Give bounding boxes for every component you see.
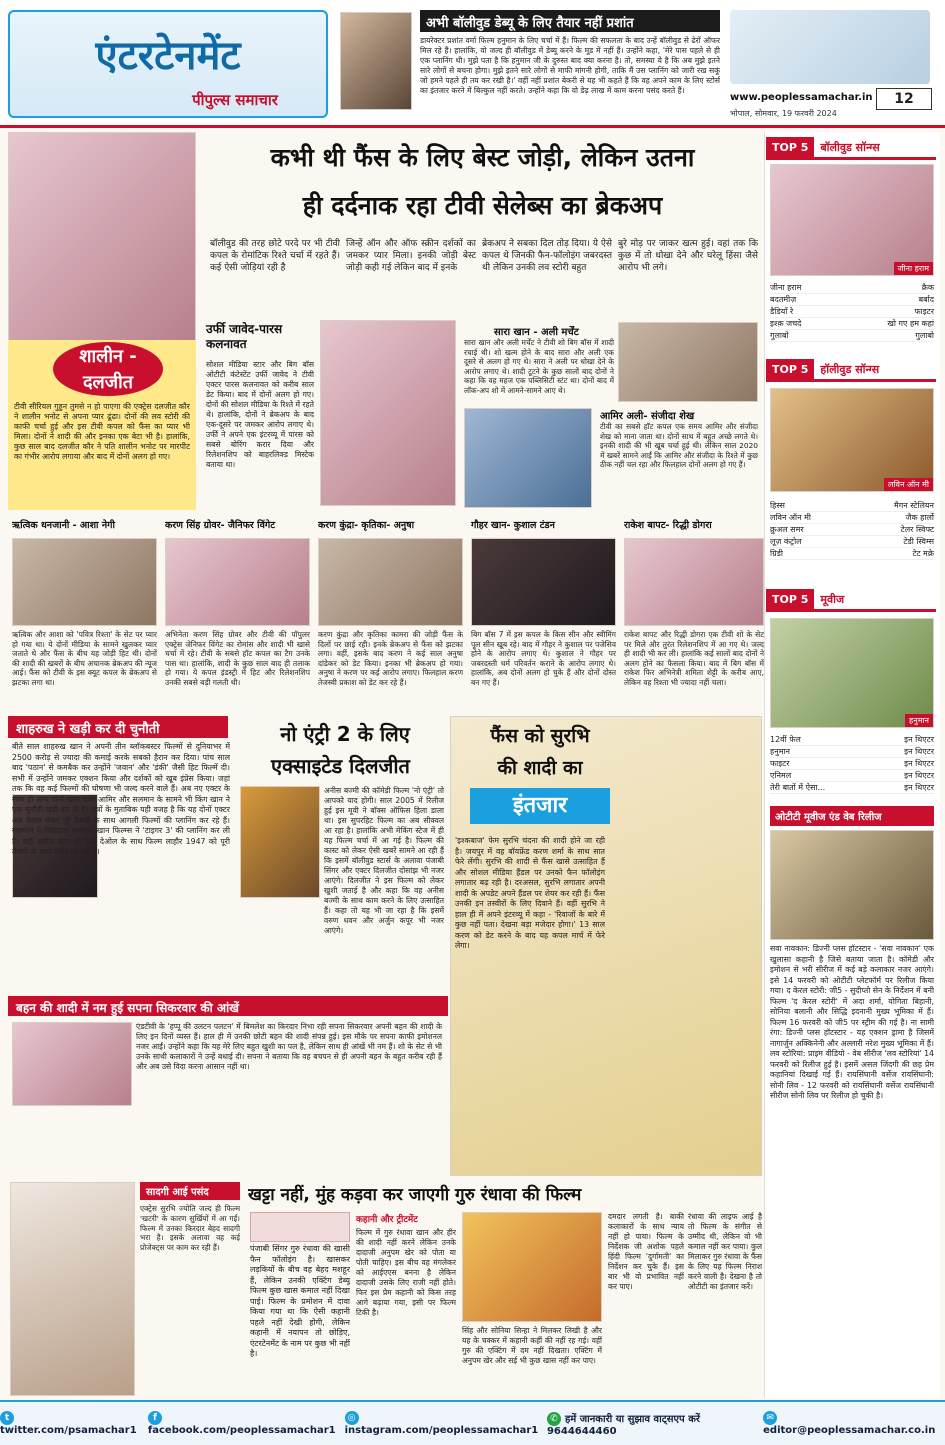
surbhi-title-1: फैंस को सुरभि — [490, 725, 590, 747]
aamir-text: टीवी का सबसे हॉट कपल एक समय आमिर और संजीदा शेख को माना जाता था। दोनों साथ में बहुत अच्छे लगते थे। इनकी शादी की भी खूब चर्चा हुई थी। लेकिन साल 2020 में खबरें सामने आईं कि आमिर और संजीदा के रिश्ते में कुछ ठीक नहीं चल रहा और फिलहाल दोनों अलग हो गए हैं। — [600, 422, 758, 469]
pair-text-2: अभिनेता करण सिंह ग्रोवर और टीवी की पॉपुलर एक्ट्रेस जेनिफर विंगेट का रोमांस और शादी भी खासे चर्चा में रहे। टीवी के सबसे हॉट कपल का टैग उनके पास था। हालांकि, शादी के कुछ साल बाद ही तलाक हो गया। ये कपल इंडस्ट्री में हिट और रिलेशनशिप उनकी सबसे बड़ी गलती थी। — [165, 630, 310, 687]
top5-bollywood-header — [766, 138, 936, 160]
top5-movies-photo — [770, 618, 934, 728]
top5-hollywood-caption: लविन ऑन मी — [884, 478, 933, 491]
pair-photo-4 — [471, 538, 616, 626]
lead-col-4: बुरे मोड़ पर जाकर खत्म हुई। वहां तक कि कुछ में तो धोखा देने और घरेलू हिंसा जैसे आरोप भी लगे। — [618, 239, 758, 273]
lead-col-3: ब्रेकअप ने सबका दिल तोड़ दिया। ये ऐसे कपल थे जिनकी फैन-फॉलोइंग जबरदस्त थी लेकिन उनकी लव स्टोरी बहुत — [482, 239, 612, 273]
top5-bollywood-photo — [770, 164, 934, 276]
diljit-title-1: नो एंट्री 2 के लिए — [280, 722, 410, 746]
pair-title-2: करण सिंह ग्रोवर- जैनिफर विंगेट — [165, 520, 276, 531]
lead-col-2: जिन्हें ऑन और ऑफ स्क्रीन दर्शकों का जमकर प्यार मिला। इनकी जोड़ी बेस्ट जोड़ी कही गई लेकिन बाद में इनके — [346, 239, 476, 273]
pair-title-1: ऋत्विक धनजानी - आशा नेगी — [12, 520, 115, 531]
top5-hollywood-list — [770, 500, 934, 560]
shaleen-title: शालीन - दलजीत — [53, 342, 163, 396]
top5-hollywood-photo — [770, 388, 934, 492]
pair-photo-5 — [624, 538, 764, 626]
sara-text: सारा खान और अली मर्चेंट ने टीवी शो बिग बॉस में शादी रचाई थी। शो खत्म होने के बाद सारा और अली एक दूसरे से अलग हो गए थे। सारा ने अली पर धोखा देने के आरोप लगाए थे। शादी टूटने के कुछ सालों बाद दोनों ने कहा कि वह महज एक पब्लिसिटी स्टंट था। दोनों बाद में लॉक-अप शो में आमने-सामने आए थे। — [464, 338, 614, 395]
pair-photo-3 — [318, 538, 463, 626]
top5-badge: TOP 5 — [766, 359, 814, 381]
masthead — [0, 0, 945, 128]
pair-text-4: बिग बॉस 7 में इस कपल के किस सीन और स्वीमिंग पूल सीन खूब रहे। बाद में गौहर ने कुशाल पर पजेसिव होने के आरोप लगाए थे। कुशाल ने गौहर पर जबरदस्ती धर्म परिवर्तन कराने के आरोप लगाए थे। हालांकि, अब दोनों अलग हो चुके हैं और दोनों दोस्त बन गए हैं। — [471, 630, 616, 687]
shaleen-text: टीवी सीरियल गुड्डन तुमसे न हो पाएगा की एक्ट्रेस दलजीत कौर ने शालीन भनोट से अपना प्यार ढूंढा। दोनों की लव स्टोरी की काफी चर्चा हुई और इस टीवी कपल को फैंस का प्यार भी मिला। दोनों ने शादी की और इनका एक बेटा भी है। हालांकि, कुछ साल बाद दलजीत कौर ने पति शालीन भनोट पर मारपीट का गंभीर आरोप लगाया और बाद में दोनों अलग हो गए। — [14, 402, 190, 461]
top5-movies-header — [766, 590, 936, 612]
guru-side-photo — [10, 1182, 135, 1396]
top5-bollywood-caption: जीना हराम — [894, 262, 933, 275]
list-item: क्रुअल समर टेलर स्विफ्ट — [770, 525, 934, 534]
twitter-icon: t — [0, 1411, 14, 1425]
sapna-title: बहन की शादी में नम हुई सपना सिकरवार की आंखें — [8, 996, 448, 1016]
pair-text-1: ऋत्विक और आशा को 'पवित्र रिश्ता' के सेट पर प्यार हो गया था। ये दोनों मीडिया के सामने खुलकर प्यार जताते थे और फैंस के बीच यह जोड़ी हिट थी। दोनों की शादी की खबरों के बीच अचानक ब्रेकअप की न्यूज आई। फैंस को टीवी के इस क्यूट कपल के ब्रेकअप से झटका लगा था। — [12, 630, 157, 687]
list-item: फाइटर इन थिएटर — [770, 759, 934, 768]
urfi-title: उर्फी जावेद-पारस कलनावत — [206, 322, 283, 351]
list-item: ग्रिडी टेट मक्रे — [770, 549, 934, 558]
footer-twitter[interactable]: ttwitter.com/psamachar1 — [0, 1413, 137, 1436]
sara-ali-photo — [618, 322, 758, 402]
sapna-photo — [12, 1022, 132, 1106]
brand-title: एंटरटेनमेंट — [95, 33, 241, 79]
website-url: www.peoplessamachar.in — [730, 92, 873, 103]
urfi-paras-photo — [320, 320, 456, 506]
diljit-text: अनीस बज्मी की कॉमेडी फिल्म 'नो एंट्री' तो आपको याद होगी। साल 2005 में रिलीज हुई इस मूवी ने बॉक्स ऑफिस हिला डाला था। इस सुपरहिट फिल्म का अब सीक्वल आ रहा है। हालांकि अभी मेकिंग स्टेज में ही यह फिल्म चर्चा में आ गई है। फिल्म की कास्ट को लेकर ऐसी खबरें सामने आ रही हैं कि इसमें बॉलीवुड स्टार्स के अलावा पंजाबी सिंगर और एक्टर दिलजीत दोसांझ भी नजर आएंगे। दिलजीत ने इस फिल्म को लेकर खुशी जताई है और कहा कि वह अनीस बज्मी के साथ काम करने के लिए उत्साहित हैं। कहा तो यह भी जा रहा है कि इसमें वरुण धवन और अर्जुन कपूर भी नजर आएंगे। — [324, 786, 444, 935]
list-item: 12वीं फेल इन थिएटर — [770, 735, 934, 744]
list-item: बदतमीज़ बर्बाद — [770, 295, 934, 304]
pair-title-5: राकेश बापट- रिद्धी डोगरा — [624, 520, 712, 531]
footer-facebook[interactable]: ffacebook.com/peoplessamachar1 — [147, 1413, 336, 1436]
page-number: 12 — [876, 88, 932, 110]
diljit-title-2: एक्साइटेड दिलजीत — [271, 754, 410, 778]
lead-headline-2: ही दर्दनाक रहा टीवी सेलेब्स का ब्रेकअप — [302, 191, 663, 220]
guru-headline: खट्टा नहीं, मुंह कड़वा कर जाएगी गुरु रंधावा की फिल्म — [248, 1185, 582, 1205]
footer-instagram[interactable]: ◎instagram.com/peoplessamachar1 — [344, 1413, 539, 1436]
guru-side-text: एक्ट्रेस सुरभि ज्योति जल्द ही फिल्म 'खटरी' के कारण सुर्खियों में आ गईं। फिल्म में उनका किरदार बेहद सादगी भरा है। इसके अलावा वह कई प्रोजेक्ट्स पर काम कर रही हैं। — [140, 1204, 240, 1253]
whatsapp-icon: ✆ — [547, 1412, 561, 1426]
sara-title: सारा खान - अली मर्चेंट — [494, 327, 579, 338]
footer — [0, 1400, 945, 1445]
teaser-text: डायरेक्टर प्रशांत वर्मा फिल्म हनुमान के लिए चर्चा में हैं। फिल्म की सफलता के बाद उन्हें बॉलीवुड से ढेरों ऑफर मिल रहे हैं। हालांकि, वो जल्द ही बॉलीवुड में डेब्यू करने के मूड में नहीं हैं। उन्होंने कहा, 'मेरे पास पहले से ही एक प्लानिंग थी। मुझे पता है कि हनुमान जी के दुरुस्त बाद क्या करना है। तो, समस्या ये है कि अब मुझे इतने सारे लोगों से बचना होगा। मुझे इतने सारे लोगों से माफी मांगनी होगी, ताकि मैं उस प्लानिंग को जारी रख सकूं जो हमने पहले ही तय कर रखी है।' वहीं नहीं प्रशांत बेकरी से यह भी कहते हैं कि वह अपने काम के लिए स्टोर्स का इंतजार करने में बिल्कुल नहीं करते। उन्होंने कहा कि वो डेढ़ लाख में काम करना पसंद करते हैं। — [420, 36, 720, 95]
lead-headline-1: कभी थी फैंस के लिए बेस्ट जोड़ी, लेकिन उतना — [270, 143, 695, 172]
guru-tag: सादगी आई पसंद — [140, 1182, 240, 1200]
sapna-text: एंडटीवी के 'हप्पू की उलटन पलटन' में बिमलेश का किरदार निभा रही सपना सिकरवार अपनी बहन की शादी के लिए इन दिनों व्यस्त हैं। हाल ही में उनकी छोटी बहन की शादी संपन्न हुई। इस मौके पर सपना काफी इमोशनल नजर आईं। उन्होंने कहा कि यह मेरे लिए बहुत खुशी का पल है, लेकिन साथ ही आंखें भी नम हैं। शो के सेट से भी उनके साथी कलाकारों ने उन्हें बधाई दी। सपना ने बताया कि वह बचपन से ही अपनी बहन के बहुत करीब रही हैं और अब उसे विदा करना आसान नहीं था। — [136, 1022, 442, 1071]
masthead-graphic — [730, 10, 930, 84]
diljit-photo — [240, 786, 320, 898]
list-item: जीना हराम क्रैक — [770, 283, 934, 292]
ott-photo — [770, 830, 934, 940]
list-item: लविन ऑन मी जैक हार्लो — [770, 513, 934, 522]
footer-email[interactable]: ✉editor@peoplessamachar.co.in — [763, 1413, 936, 1436]
instagram-icon: ◎ — [345, 1411, 359, 1425]
shaleen-dalljiet-photo — [8, 132, 196, 342]
footer-whatsapp[interactable]: ✆ हमें जानकारी या सुझाव वाट्सएप करें 9644644460 — [546, 1413, 700, 1437]
pair-text-5: राकेश बापट और रिद्धी डोगरा एक टीवी शो के सेट पर मिले और तुरंत रिलेशनशिप में आ गए थे। जल्द ही शादी भी कर ली। हालांकि कई सालों बाद दोनों ने अलग होने का फैसला किया। बाद में बिग बॉस में राकेश फिर अभिनेत्री शमिता शेट्टी के करीब आए, लेकिन वह रिश्ता भी ज्यादा नहीं चला। — [624, 630, 764, 687]
list-item: गुलाबो गुलाबो — [770, 331, 934, 340]
pair-title-4: गौहर खान- कुशाल टंडन — [471, 520, 555, 531]
guru-film-poster — [462, 1212, 602, 1322]
pair-text-3: करण कुंद्रा और कृतिका कामरा की जोड़ी फैंस के दिलों पर छाई रही। इनके ब्रेकअप से फैंस को झटका लगा। वहीं, इसके बाद करण ने कई साल अनुषा दांडेकर को डेट किया। इनका भी ब्रेकअप हो गया। अनुषा ने करण पर कई आरोप लगाए। फिलहाल करण तेजस्वी प्रकाश को डेट कर रहे हैं। — [318, 630, 463, 687]
surbhi-title-3: इंतजार — [470, 788, 610, 824]
guru-logo — [250, 1212, 350, 1242]
guru-sub: कहानी और ट्रीटमेंट — [356, 1215, 418, 1225]
ott-text: सवा नावकान: डिज्नी प्लस हॉटस्टार - 'सवा नावकान' एक खुलासा कहानी है जिसे बताया जाता है। कॉमेडी और इमोशन से भरी सीरीज में कई बड़े कलाकार नजर आएंगे। इसे 14 फरवरी को ओटीटी प्लेटफॉर्म पर रिलीज किया गया। द केरल स्टोरी: जी5 - सुदीप्तो सेन के निर्देशन में बनी फिल्म 'द केरल स्टोरी' में अदा शर्मा, योगिता बिहानी, सोनिया बलानी और सिद्धि इदनानी मुख्य भूमिका में हैं। फिल्म 16 फरवरी को जी5 पर स्ट्रीम की गई है। ना सामी रंगा: डिज्नी प्लस हॉटस्टार - यह एक्शन ड्रामा है जिसमें नागार्जुन अक्किनेनी और अल्लारी नरेश मुख्य भूमिका में हैं। लव स्टोरियां: प्राइम वीडियो - वेब सीरीज 'लव स्टोरियां' 14 फरवरी को रिलीज हुई है। इसमें असल जिंदगी की छह प्रेम कहानियां दिखाई गई हैं। रायसिंघानी वर्सेज रायसिंघानी: सोनी लिव - 12 फरवरी को रायसिंघानी वर्सेज रायसिंघानी सीरीज सोनी लिव पर रिलीज हो चुकी है। — [770, 944, 934, 1100]
guru-col-5: रंधावा की लाइफ आई है तो फिल्म के संगीत से उम्मीद थी, लेकिन वो भी कमाल नहीं कर पाया। कुल मिलाकर गुरु रंधावा के फैंस के लिए यह फिल्म निराश करने वाली है। देखना है तो ओटीटी का इंतजार करें। — [688, 1212, 762, 1291]
urfi-text: सोशल मीडिया स्टार और बिग बॉस ओटीटी कंटेस्टेंट उर्फी जावेद ने टीवी एक्टर पारस कलनावत को करीब साल डेट किया। बाद में दोनों अलग हो गए। दोनों की सोशल मीडिया के रिश्ते में रहते थे। हालांकि, दोनों ने ब्रेकअप के बाद एक-दूसरे पर जमकर आरोप लगाए थे। उर्फी ने अपने एक इंटरव्यू में पारस को सबसे बोरिंग करार दिया और रिलेशनशिप को बाहरलिक्ड मिस्टेक बताया था। — [206, 360, 314, 469]
aamir-title: आमिर अली- संजीदा शेख — [600, 411, 695, 422]
top5-title: हॉलीवुड सॉन्ग्स — [820, 363, 880, 376]
ott-title: ओटीटी मूवीज एंड वेब रिलीज — [770, 806, 934, 826]
list-item: एनिमल इन थिएटर — [770, 771, 934, 780]
top5-title: बॉलीवुड सॉन्ग्स — [820, 141, 880, 154]
prashant-photo — [340, 12, 412, 110]
pair-title-3: करण कुंद्रा- कृतिका- अनुषा — [318, 520, 415, 531]
top5-badge: TOP 5 — [766, 137, 814, 159]
shahrukh-text: बीते साल शाहरुख खान ने अपनी तीन ब्लॉकबस्टर फिल्मों से दुनियाभर में 2500 करोड़ से ज्यादा की कमाई करके सबको हैरान कर दिया। पांच साल बाद 'पठान' से कमबैक कर उन्होंने 'जवान' और 'डंकी' जैसी हिट फिल्में दी। सभी में उन्होंने जमकर एक्शन किया और दर्शकों को खूब इंप्रेस किया। जहां तक कि वह कई फिल्मों की घोषणा भी जल्द करने वाले हैं। अब नए एक्टर के साथ ही अन्य दोनों खान यानि आमिर और सलमान के सामने भी किंग खान ने एक चुनौती खड़ी कर दी है। सूत्रों के मुताबिक यही वजह है कि यह दोनों एक्टर अब केवल लेकर पूरे तैयारी के साथ आगली फिल्मों की प्लानिंग कर रहे हैं। सलमान ने फिलहाल सलमान खान फिल्म्स ने 'टाइगर 3' की प्लानिंग कर ली है। वहीं आमिर खान भी सनी देओल के साथ फिल्म लाहौर 1947 को पूरी तैयारी के साथ प्लॉन पर लगे हैं। — [12, 742, 230, 856]
top5-hollywood-header — [766, 360, 936, 382]
brand-subtitle: पीपुल्स समाचार — [192, 91, 278, 109]
guru-col-2: फिल्म में गुरु रंधावा खान और हीर की शादी नहीं करने लेकिन उनके दादाजी अनुपम खेर को पोता या पोती चाहिए। इस बीच वह मंगलेकर को आईएएस बनना है लेकिन दादाजी उसके लिए राजी नहीं होते। फिर इस प्रेम कहानी को किस तरह आगे बढ़ाया गया, इसी पर फिल्म टिकी है। — [356, 1228, 456, 1317]
list-item: हिस्स मैगन स्टेलियन — [770, 501, 934, 510]
list-item: इश्क़ जचदे खो गए हम कहां — [770, 319, 934, 328]
teaser-headline: अभी बॉलीवुड डेब्यू के लिए तैयार नहीं प्रशांत — [420, 10, 720, 32]
top5-badge: TOP 5 — [766, 589, 814, 611]
pair-photo-1 — [12, 538, 157, 626]
top5-bollywood-list — [770, 282, 934, 342]
email-icon: ✉ — [763, 1411, 777, 1425]
surbhi-text: 'इश्कबाज' फेम सुरभि चंदना की शादी होने जा रही है। जयपुर में वह बॉयफ्रेंड करण शर्मा के साथ सात फेरे लेंगी। सुरभि की शादी से फैंस खासे उत्साहित हैं और सोशल मीडिया हैंडल पर उनको फैन फॉलोइंग लगातार बढ़ रही है। दरअसल, सुरभि लगातार अपनी शादी के अपडेट अपने हैंडल पर शेयर कर रही हैं। फैंस उनकी इन तस्वीरों के लिए दिवाने हैं। वहीं सुरभि ने हाल ही में अपने इंटरव्यू में कहा - 'रिवाजों के बारे में कुछ नहीं पता। देखना बड़ा मजेदार होगा।' 13 साल करण को डेट करने के बाद यह कपल मार्च में फेरे लेगा। — [455, 836, 605, 950]
dateline: भोपाल, सोमवार, 19 फरवरी 2024 — [730, 109, 837, 118]
top5-movies-caption: हनुमान — [905, 714, 933, 727]
aamir-sanjeeda-photo — [464, 408, 592, 508]
list-item: डैडियाँ रे फाइटर — [770, 307, 934, 316]
guru-col-3: सिंह और सोनिया सिन्हा ने मिलकर लिखी है और यह के चक्कर में कहानी कहीं की नहीं रह गई। वहीं गुरु की एक्टिंग में दम नहीं दिखता। एक्टिंग में अनुपम खेर और सई भी कुछ खास नहीं कर पाए। — [462, 1326, 602, 1365]
guru-col-1: पंजाबी सिंगर गुरु रंधावा की खासी फैन फॉलोइंग है। खासकर लड़कियों के बीच वह बेहद मशहूर हैं, लेकिन उनकी एक्टिंग डेब्यू फिल्म कुछ खास कमाल नहीं दिखा पाई। फिल्म के प्रमोशन में दावा किया गया था कि ऐसी कहानी पहले नहीं देखी होगी, लेकिन कहानी में नयापन तो छोड़िए, एंटरटेनमेंट के नाम पर कुछ भी नहीं है। — [250, 1244, 350, 1358]
list-item: हनुमान इन थिएटर — [770, 747, 934, 756]
facebook-icon: f — [148, 1411, 162, 1425]
shaleen-box — [8, 340, 196, 510]
pair-photo-2 — [165, 538, 310, 626]
guru-col-4: दमदार लगती है। बाकी कलाकारों के साथ न्याय नहीं हो पाया। फिल्म के निर्देशक जी अशोक पहले हिंदी फिल्म 'दुर्गामती' का निर्देशन कर चुके हैं। इस बार भी वो प्रभावित नहीं कर पाए। — [608, 1212, 684, 1291]
list-item: तेरी बातों में ऐसा... इन थिएटर — [770, 783, 934, 792]
lead-col-1: बॉलीवुड की तरह छोटे परदे पर भी टीवी कपल के रोमांटिक रिश्ते चर्चा में रहते हैं। कई ऐसी जोड़ियां रही है — [210, 239, 340, 273]
top5-title: मूवीज — [820, 593, 845, 606]
shahrukh-title: शाहरुख ने खड़ी कर दी चुनौती — [8, 716, 228, 738]
top5-movies-list — [770, 734, 934, 794]
list-item: लूज़ कंट्रोल टेडी स्विम्स — [770, 537, 934, 546]
brand-logo — [8, 10, 328, 118]
surbhi-title-2: की शादी का — [497, 757, 583, 779]
